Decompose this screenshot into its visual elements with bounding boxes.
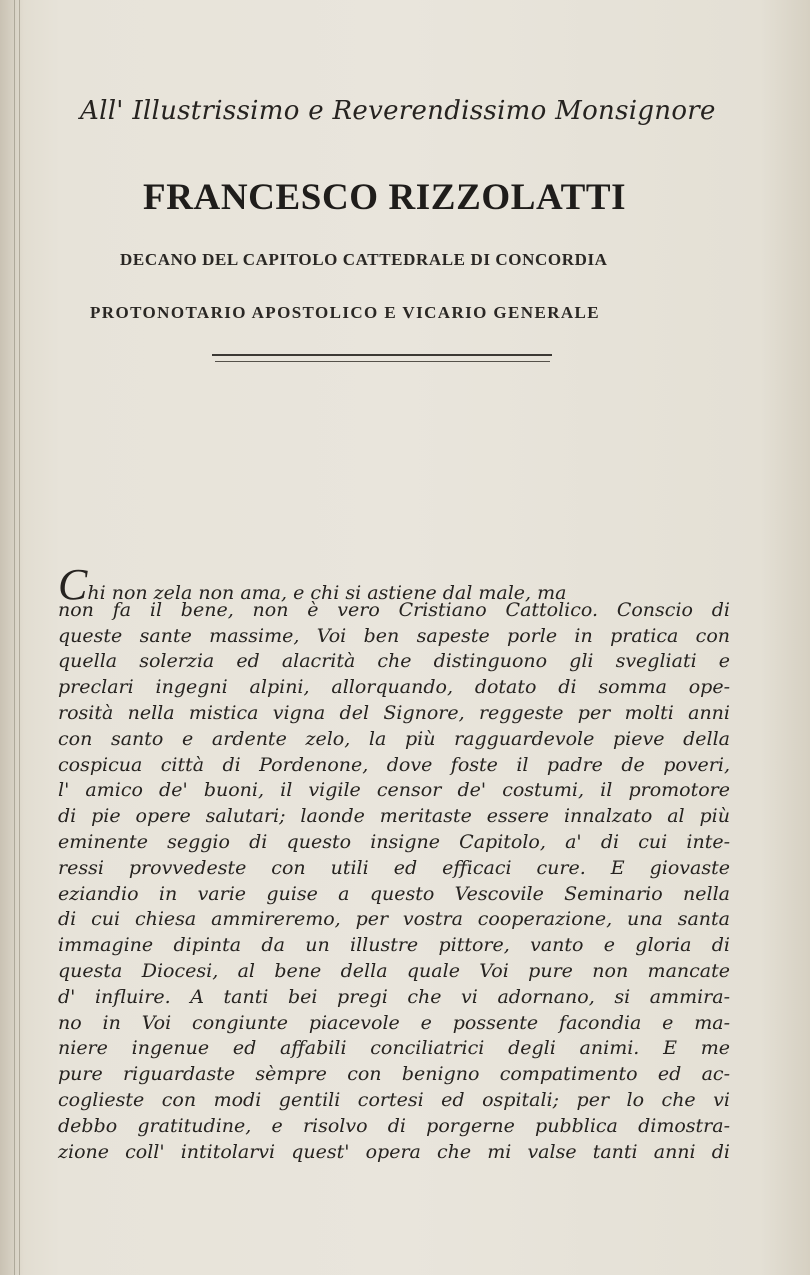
drop-cap: C [58, 560, 88, 609]
body-line: no in Voi congiunte piacevole e possente facondia e ma- [58, 1011, 730, 1034]
body-line: rosità nella mistica vigna del Signore, reggeste per molti anni [58, 701, 730, 724]
body-line-text: hi non zela non ama, e chi si astiene dal male, ma [87, 582, 567, 604]
recipient-name: FRANCESCO RIZZOLATTI [143, 177, 627, 218]
body-line: niere ingenue ed affabili conciliatrici degli animi. E me [58, 1037, 730, 1060]
ornamental-rule [215, 361, 550, 362]
body-line: immagine dipinta da un illustre pittore, vanto e gloria di [58, 934, 730, 957]
body-line: queste sante massime, Voi ben sapeste porle in pratica con [58, 624, 730, 647]
dedication-letter [58, 560, 730, 1165]
body-line: eminente seggio di questo insigne Capitolo, a' di cui inte- [58, 830, 730, 853]
binding-edge [19, 0, 20, 1275]
body-line: di cui chiesa ammireremo, per vostra cooperazione, una santa [58, 908, 730, 931]
ornamental-rule [212, 354, 552, 356]
body-line: non fa il bene, non è vero Cristiano Cattolico. Conscio di [58, 598, 730, 621]
body-line: di pie opere salutari; laonde meritaste essere innalzato al più [58, 805, 730, 828]
body-line: eziandio in varie guise a questo Vescovile Seminario nella [58, 882, 730, 905]
body-line: con santo e ardente zelo, la più ragguardevole pieve della [58, 727, 730, 750]
body-line: questa Diocesi, al bene della quale Voi pure non mancate [58, 959, 730, 982]
body-line: d' influire. A tanti bei pregi che vi adornano, si ammira- [58, 985, 730, 1008]
body-line: pure riguardaste sèmpre con benigno compatimento ed ac- [58, 1063, 730, 1086]
body-line: quella solerzia ed alacrità che distinguono gli svegliati e [58, 650, 730, 673]
body-line: ressi provvedeste con utili ed efficaci cure. E giovaste [58, 856, 730, 879]
body-line: coglieste con modi gentili cortesi ed ospitali; per lo che vi [58, 1088, 730, 1111]
binding-edge [14, 0, 15, 1275]
dedication-heading: All' Illustrissimo e Reverendissimo Monsignore [80, 96, 716, 126]
body-line: l' amico de' buoni, il vigile censor de' costumi, il promotore [58, 779, 730, 802]
body-line: zione coll' intitolarvi quest' opera che mi valse tanti anni di [58, 1140, 730, 1163]
subtitle-line: PROTONOTARIO APOSTOLICO E VICARIO GENERALE [90, 303, 601, 322]
body-line [58, 560, 730, 609]
subtitle-line: DECANO DEL CAPITOLO CATTEDRALE DI CONCORDIA [120, 250, 608, 269]
body-line: cospicua città di Pordenone, dove foste il padre de poveri, [58, 753, 730, 776]
body-line: preclari ingegni alpini, allorquando, dotato di somma ope- [58, 676, 730, 699]
body-line: debbo gratitudine, e risolvo di porgerne pubblica dimostra- [58, 1114, 730, 1137]
